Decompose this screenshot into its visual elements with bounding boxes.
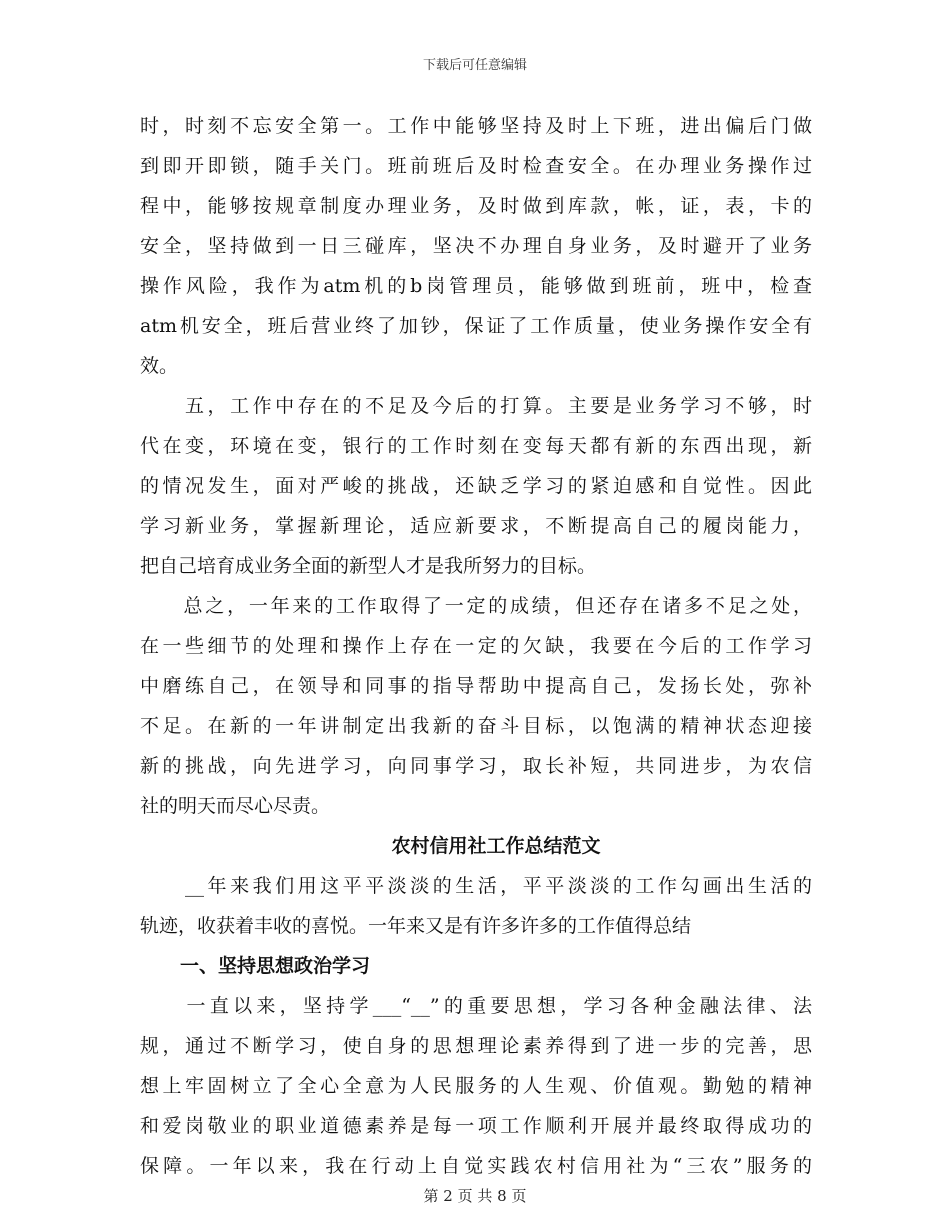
paragraph-line: 的情况发生，面对严峻的挑战，还缺乏学习的紧迫感和自觉性。因此: [140, 475, 812, 497]
paragraph-line: 时，时刻不忘安全第一。工作中能够坚持及时上下班，进出偏后门做: [140, 115, 812, 137]
paragraph-line: 到即开即锁，随手关门。班前班后及时检查安全。在办理业务操作过: [140, 155, 812, 177]
paragraph-line: 效。: [140, 355, 179, 377]
section-heading: 一、坚持思想政治学习: [180, 955, 371, 977]
paragraph-line: 不足。在新的一年讲制定出我新的奋斗目标，以饱满的精神状态迎接: [140, 715, 812, 737]
page-footer: 第 2 页 共 8 页: [423, 1187, 527, 1205]
paragraph-line: 操作风险，我作为atm机的b岗管理员，能够做到班前，班中，检查: [140, 275, 812, 297]
document-body: [140, 106, 812, 1186]
paragraph-line: 新的挑战，向先进学习，向同事学习，取长补短，共同进步，为农信: [140, 755, 812, 777]
paragraph-line: 轨迹，收获着丰收的喜悦。一年来又是有许多许多的工作值得总结: [140, 915, 692, 937]
paragraph-line: __年来我们用这平平淡淡的生活，平平淡淡的工作勾画出生活的: [140, 875, 812, 897]
paragraph-line: 把自己培育成业务全面的新型人才是我所努力的目标。: [140, 555, 597, 577]
paragraph-line: 社的明天而尽心尽责。: [140, 795, 331, 817]
paragraph-line: 程中，能够按规章制度办理业务，及时做到库款，帐，证，表，卡的: [140, 195, 812, 217]
page-header: 下载后可任意编辑: [422, 58, 527, 73]
paragraph-line: atm机安全，班后营业终了加钞，保证了工作质量，使业务操作安全有: [140, 315, 812, 337]
section-title: 农村信用社工作总结范文: [391, 835, 601, 857]
paragraph-line: 中磨练自己，在领导和同事的指导帮助中提高自己，发扬长处，弥补: [140, 675, 812, 697]
paragraph-line: 一直以来，坚持学___“__”的重要思想，学习各种金融法律、法: [140, 995, 812, 1017]
paragraph-line: 规，通过不断学习，使自身的思想理论素养得到了进一步的完善，思: [140, 1035, 812, 1057]
paragraph-line: 五，工作中存在的不足及今后的打算。主要是业务学习不够，时: [140, 395, 812, 417]
paragraph-line: 在一些细节的处理和操作上存在一定的欠缺，我要在今后的工作学习: [140, 635, 812, 657]
paragraph-line: 安全，坚持做到一日三碰库，坚决不办理自身业务，及时避开了业务: [140, 235, 812, 257]
paragraph-line: 学习新业务，掌握新理论，适应新要求，不断提高自己的履岗能力，: [140, 515, 812, 537]
paragraph-line: 代在变，环境在变，银行的工作时刻在变每天都有新的东西出现，新: [140, 435, 812, 457]
paragraph-line: 保障。一年以来，我在行动上自觉实践农村信用社为“三农”服务的: [140, 1155, 812, 1177]
paragraph-line: 和爱岗敬业的职业道德素养是每一项工作顺利开展并最终取得成功的: [140, 1115, 812, 1137]
paragraph-line: 想上牢固树立了全心全意为人民服务的人生观、价值观。勤勉的精神: [140, 1075, 812, 1097]
paragraph-line: 总之，一年来的工作取得了一定的成绩，但还存在诸多不足之处，: [140, 595, 812, 617]
